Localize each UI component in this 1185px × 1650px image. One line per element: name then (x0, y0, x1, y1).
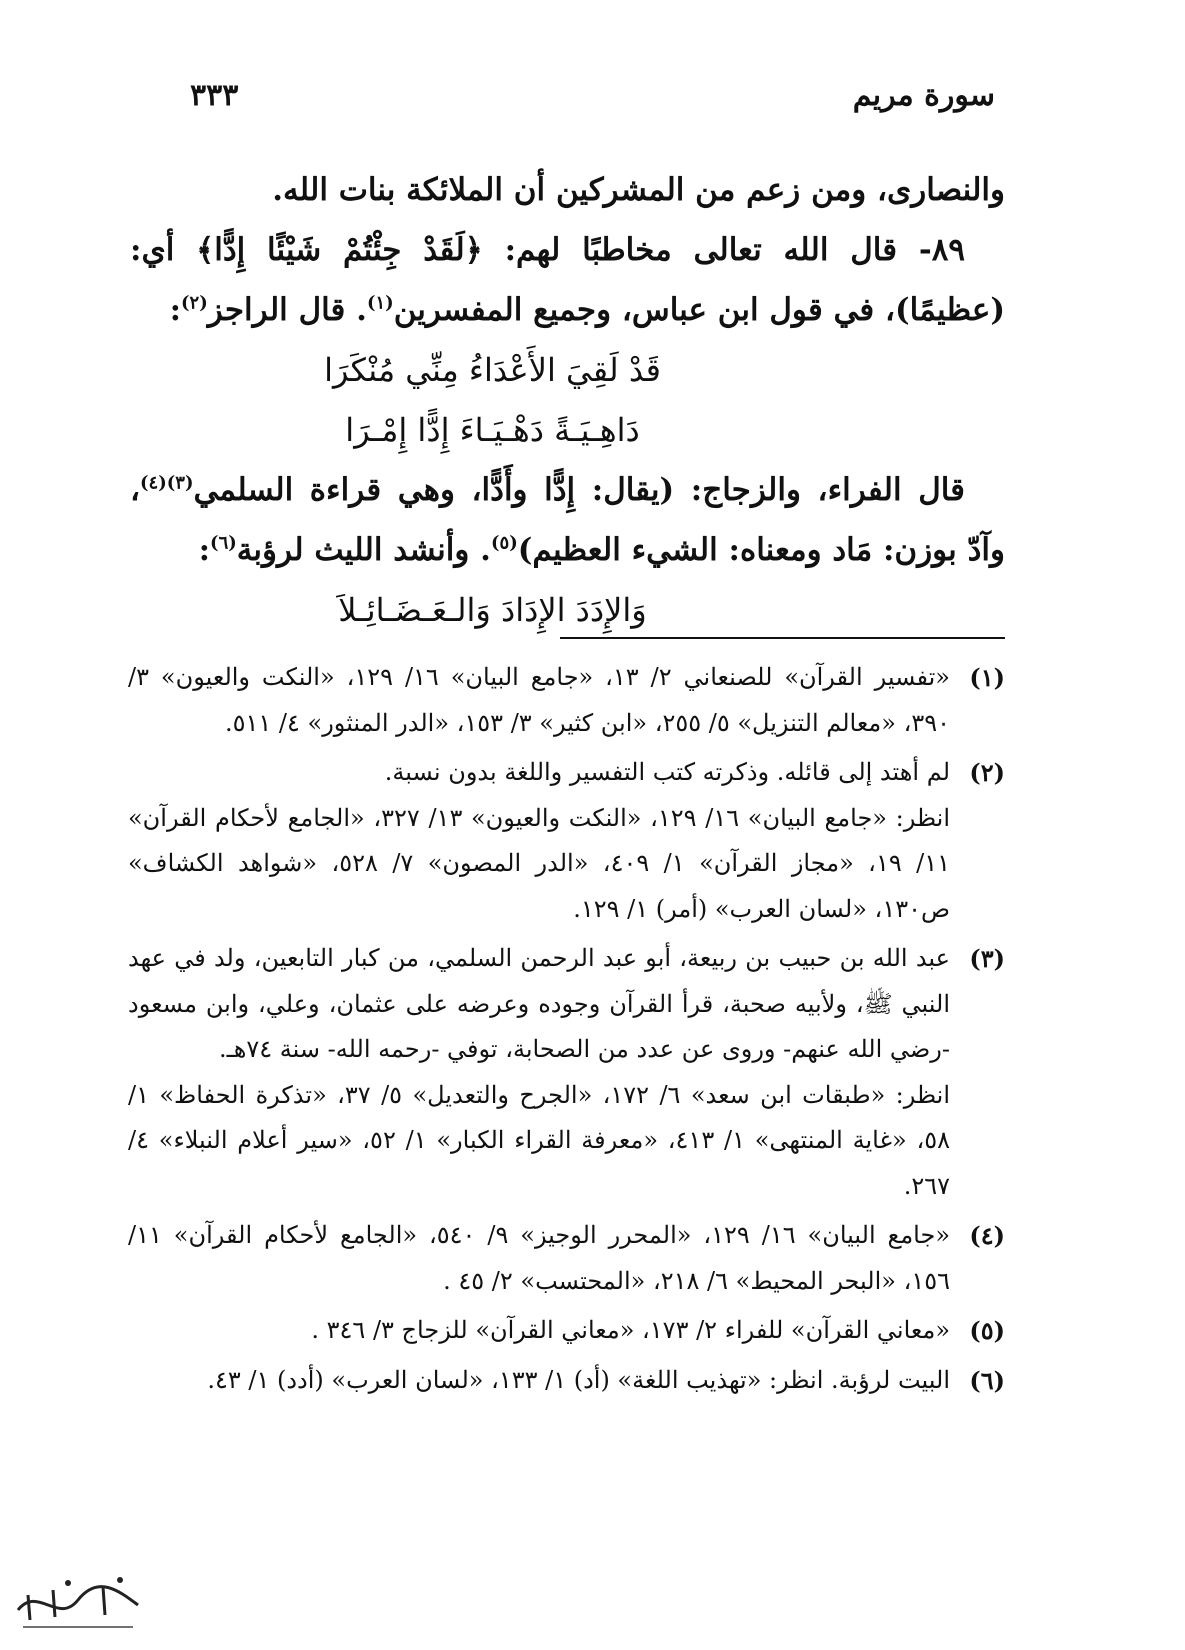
footnote-number: (٣) (969, 944, 1005, 973)
footnote-text: البيت لرؤبة. انظر: «تهذيب اللغة» (أد) ١/ ١٣٣، «لسان العرب» (أدد) ١/ ٤٣. (207, 1365, 950, 1394)
footnote-1 (128, 655, 1005, 746)
footnote-number: (٥) (969, 1316, 1005, 1345)
footnote-number: (١) (969, 663, 1005, 692)
footnote-ref-6[interactable]: (٦) (210, 532, 237, 554)
verse-line-1: قَدْ لَقِيَ الأَعْدَاءُ مِنِّي مُنْكَرَا (324, 351, 661, 389)
footnote-text: عبد الله بن حبيب بن ربيعة، أبو عبد الرحمن السلمي، من كبار التابعين، ولد في عهد النبي ﷺ، ولأبيه صحبة، قرأ القرآن وجوده وعرضه على عثمان، وعلي، وابن مسعود -رضي الله عنهم- وروى عن عدد من الصحابة، توفي -رحمه الله- سنة ٧٤هـ. (128, 944, 950, 1063)
paragraph-farra (130, 460, 1005, 580)
footnotes (128, 655, 1005, 1407)
paragraph-89-text-b: . قال الراجز (207, 292, 367, 328)
footnote-2 (128, 750, 1005, 932)
footnote-4 (128, 1213, 1005, 1304)
footnote-text: انظر: «طبقات ابن سعد» ٦/ ١٧٢، «الجرح والتعديل» ٥/ ٣٧، «تذكرة الحفاظ» ١/ ٥٨، «غاية المنتهى» ١/ ٤١٣، «معرفة القراء الكبار» ١/ ٥٢، «سير أعلام النبلاء» ٤/ ٢٦٧. (128, 1080, 951, 1200)
paragraph-farra-text-c: . وأنشد الليث لرؤبة (236, 532, 491, 568)
footnote-3 (128, 936, 1005, 1209)
footnote-number: (٦) (969, 1365, 1005, 1395)
footnote-text: «معاني القرآن» للفراء ٢/ ١٧٣، «معاني القرآن» للزجاج ٣/ ٣٤٦ . (311, 1316, 950, 1344)
page-header (190, 78, 995, 128)
paragraph-farra-text-a: قال الفراء، والزجاج: (يقال: إِدًّا وأَدًّا، وهي قراءة السلمي (193, 472, 965, 508)
footnote-ref-5[interactable]: (٥) (490, 532, 518, 554)
verse-line-2: دَاهِـيَـةً دَهْـيَـاءَ إِدًّا إِمْـرَا (345, 411, 640, 449)
footnote-number: (٤) (969, 1221, 1005, 1250)
footnote-text: انظر: «جامع البيان» ١٦/ ١٢٩، «النكت والعيون» ١٣/ ٣٢٧، «الجامع لأحكام القرآن» ١١/ ١٩، «مجاز القرآن» ١/ ٤٠٩، «الدر المصون» ٧/ ٥٢٨، «شواهد الكشاف» ص١٣٠، «لسان العرب» (أمر) ١/ ١٢٩. (128, 803, 951, 923)
paragraph-farra-text-d: : (198, 532, 211, 568)
paragraph-89 (130, 220, 1005, 340)
page-number: ٣٣٣ (190, 78, 239, 113)
surah-title: سورة مريم (852, 78, 995, 113)
footnote-5 (128, 1308, 1005, 1354)
footnote-divider (560, 637, 1005, 639)
paragraph-89-text-a: ٨٩- قال الله تعالى مخاطبًا لهم: ﴿لَقَدْ جِئْتُمْ شَيْئًا إِدًّا﴾ أي: (عظيمًا)، في قول ابن عباس، وجميع المفسرين (130, 232, 1005, 328)
footnote-number: (٢) (969, 758, 1005, 787)
footnote-text: لم أهتد إلى قائله. وذكرته كتب التفسير واللغة بدون نسبة. (384, 758, 950, 786)
paragraph-farra-text-b: ، وآدّ بوزن: مَاد ومعناه: الشيء العظيم) (130, 472, 1005, 568)
verse-line-3: وَالإِدَدَ الإِدَادَ وَالـعَـضَـائِـلاَ (338, 591, 647, 629)
main-line-1: والنصارى، ومن زعم من المشركين أن الملائكة بنات الله. (272, 172, 1005, 208)
footnote-text: «تفسير القرآن» للصنعاني ٢/ ١٣، «جامع البيان» ١٦/ ١٢٩، «النكت والعيون» ٣/ ٣٩٠، «معالم التنزيل» ٥/ ٢٥٥، «ابن كثير» ٣/ ١٥٣، «الدر المنثور» ٤/ ٥١١. (128, 663, 950, 737)
footnote-text: «جامع البيان» ١٦/ ١٢٩، «المحرر الوجيز» ٩/ ٥٤٠، «الجامع لأحكام القرآن» ١١/ ١٥٦، «البحر المحيط» ٦/ ٢١٨، «المحتسب» ٢/ ٤٥ . (128, 1221, 951, 1295)
footnote-ref-1[interactable]: (١) (366, 292, 394, 314)
footnote-6 (128, 1358, 1005, 1404)
footnote-ref-2[interactable]: (٢) (181, 292, 208, 314)
paragraph-89-text-c: : (169, 292, 182, 328)
footnote-ref-3-4[interactable]: (٣)(٤) (140, 472, 194, 494)
publisher-stamp-logo (8, 1565, 148, 1635)
main-text (130, 160, 1005, 640)
